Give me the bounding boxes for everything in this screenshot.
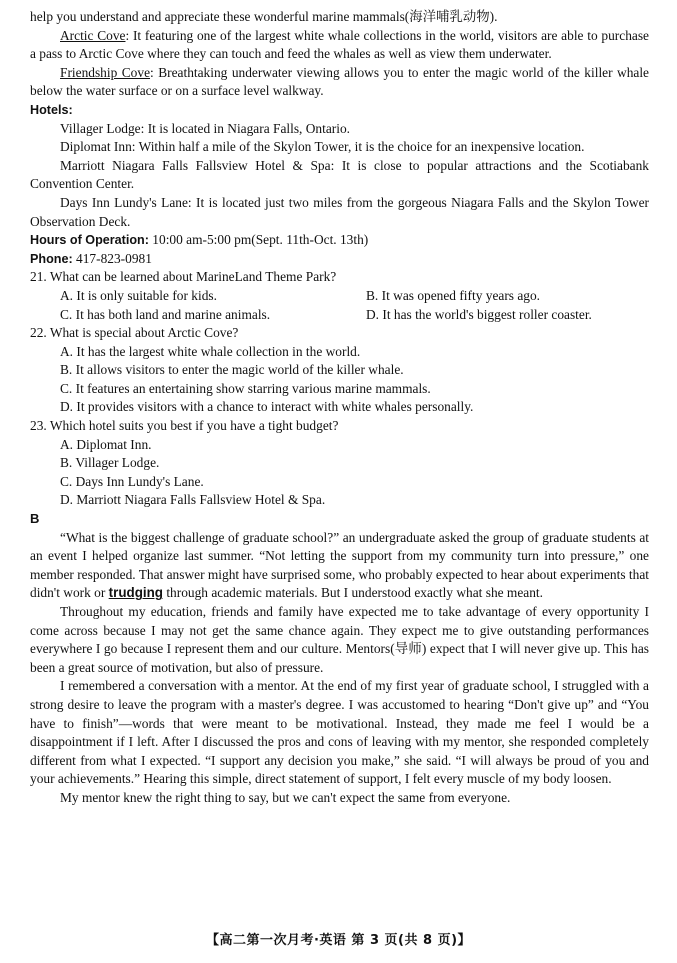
option: D. It has the world's biggest roller coaster. bbox=[366, 306, 592, 322]
hotel-item: Diplomat Inn: Within half a mile of the Skylon Tower, it is the choice for an inexpensive location. bbox=[60, 139, 585, 155]
option: D. It provides visitors with a chance to interact with white whales personally. bbox=[60, 399, 474, 415]
option: B. It allows visitors to enter the magic world of the killer whale. bbox=[60, 362, 404, 378]
paragraph: Throughout my education, friends and family have expected me to take advantage of every opportunity I come across because I may not get the same chance again. They expect me to give outstanding performances everywhere I go because I represent them and our culture. Mentors(导师) expect that I will never give up. This has been a great source of motivation, but also of pressure. bbox=[30, 604, 649, 675]
hours-line bbox=[30, 231, 649, 250]
attraction-name: Friendship Cove bbox=[60, 64, 151, 80]
option: B. It was opened fifty years ago. bbox=[366, 287, 541, 303]
question-stem: 23. Which hotel suits you best if you have a tight budget? bbox=[30, 418, 339, 434]
hotel-item: Marriott Niagara Falls Fallsview Hotel & Spa: It is close to popular attractions and the Scotiabank Convention Center. bbox=[30, 157, 649, 192]
options-row bbox=[30, 306, 649, 325]
hotels-heading: Hotels: bbox=[30, 102, 73, 117]
phone-value: 417-823-0981 bbox=[72, 250, 152, 266]
attraction-text: : It featuring one of the largest white whale collections in the world, visitors are able to purchase a pass to Arctic Cove where they can touch and feed the whales as well as view them underwater. bbox=[30, 27, 649, 62]
paragraph-text: “What is the biggest challenge of graduate school?” an undergraduate asked the group of graduate students at an event I helped organize last summer. “Not letting the support from my community turn into pressure,” one member responded. That answer might have surprised some, who probably expected to hear about experiments that didn't work or bbox=[30, 529, 649, 601]
phone-label: Phone: bbox=[30, 251, 73, 266]
attraction-friendship-cove bbox=[30, 64, 649, 101]
attraction-text: : Breathtaking underwater viewing allows you to enter the magic world of the killer whale below the water surface or on a surface level walkway. bbox=[30, 64, 649, 99]
option: C. Days Inn Lundy's Lane. bbox=[60, 473, 204, 489]
paragraph bbox=[30, 529, 649, 603]
attraction-name: Arctic Cove bbox=[60, 27, 126, 43]
option: A. Diplomat Inn. bbox=[60, 436, 152, 452]
hours-label: Hours of Operation: bbox=[30, 233, 149, 248]
options-row bbox=[30, 287, 649, 306]
hours-value: 10:00 am-5:00 pm(Sept. 11th-Oct. 13th) bbox=[148, 232, 369, 248]
phone-line bbox=[30, 250, 649, 269]
paragraph: I remembered a conversation with a mentor. At the end of my first year of graduate school, I struggled with a strong desire to leave the program with a master's degree. I was accustomed to hearing “Don't give up” and “You have to finish”—words that were meant to be motivational. Instead, they made me feel I would be a disappointment if I left. After I discussed the pros and cons of leaving with my mentor, she responded completely different from what I expected. “I support any decision you make,” she said. “I will always be proud of you and your achievements.” Hearing this simple, direct statement of support, I felt every muscle of my body loosen. bbox=[30, 678, 649, 787]
option: A. It is only suitable for kids. bbox=[60, 287, 217, 303]
option: C. It has both land and marine animals. bbox=[60, 306, 271, 322]
option: D. Marriott Niagara Falls Fallsview Hotel & Spa. bbox=[60, 492, 326, 508]
section-heading: B bbox=[30, 511, 40, 527]
option: B. Villager Lodge. bbox=[60, 455, 160, 471]
hotel-item: Days Inn Lundy's Lane: It is located just two miles from the gorgeous Niagara Falls and the Skylon Tower Observation Deck. bbox=[30, 194, 649, 229]
key-word: trudging bbox=[108, 585, 163, 601]
intro-end: help you understand and appreciate these wonderful marine mammals(海洋哺乳动物). bbox=[30, 9, 498, 24]
option: C. It features an entertaining show starring various marine mammals. bbox=[60, 380, 431, 396]
paragraph-text: through academic materials. But I understood exactly what she meant. bbox=[162, 585, 543, 601]
question-stem: 22. What is special about Arctic Cove? bbox=[30, 325, 239, 341]
page-footer: 【高二第一次月考·英语 第 3 页(共 8 页)】 bbox=[205, 933, 472, 949]
hotel-item: Villager Lodge: It is located in Niagara Falls, Ontario. bbox=[60, 120, 350, 136]
option: A. It has the largest white whale collection in the world. bbox=[60, 343, 361, 359]
question-stem: 21. What can be learned about MarineLand Theme Park? bbox=[30, 269, 337, 285]
paragraph: My mentor knew the right thing to say, but we can't expect the same from everyone. bbox=[60, 789, 511, 805]
attraction-arctic-cove bbox=[30, 27, 649, 64]
